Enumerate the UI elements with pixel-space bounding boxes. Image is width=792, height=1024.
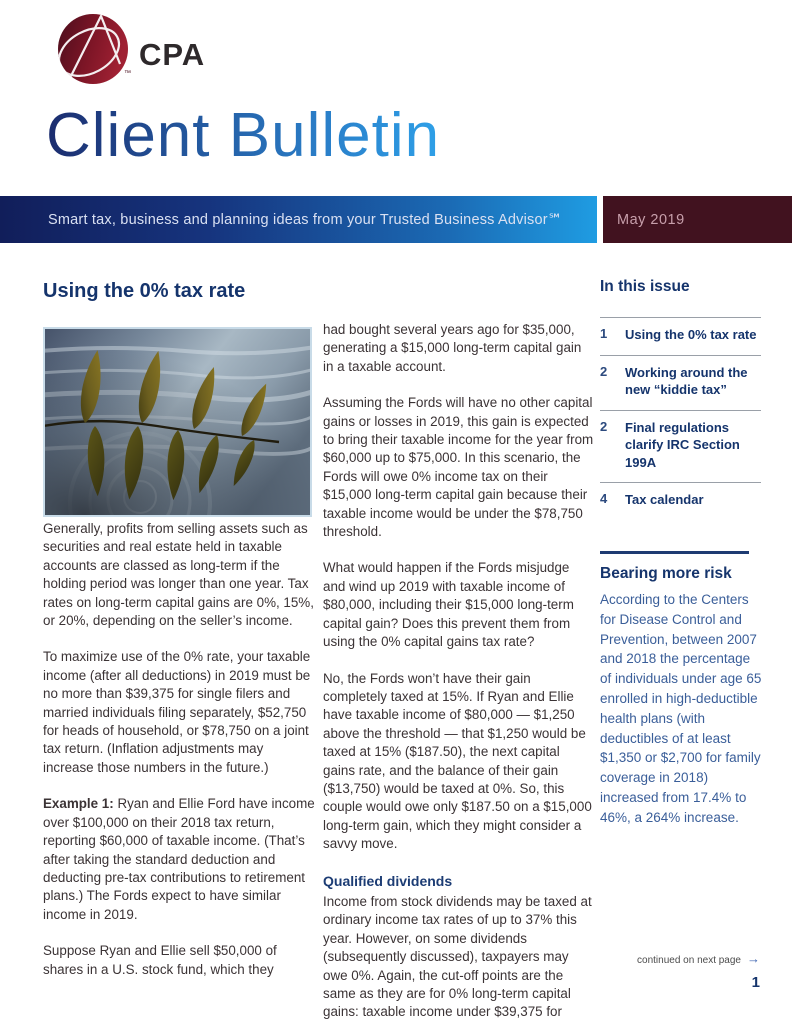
banner-date-bar: [603, 196, 792, 243]
banner-tagline-bar: [0, 196, 597, 243]
paragraph: Generally, profits from selling assets such as securities and real estate held in taxable accounts are classed as long-term if the holding period was longer than one year. Tax rates on long-term capital gains are 0%, 15%, or 20%, depending on the seller’s income.: [43, 521, 314, 629]
logo-text: CPA: [139, 37, 206, 72]
article-column-left: [43, 520, 315, 997]
paragraph: Assuming the Fords will have no other capital gains or losses in 2019, this gain is expected to bring their taxable income for the year from $60,000 up to $75,000. In this scenario, the Fords will owe 0% income tax on their $15,000 long-term capital gain because their taxable income would be under the $78,750 threshold.: [323, 395, 594, 540]
section-subheading: Qualified dividends: [323, 872, 453, 889]
example-text: Ryan and Ellie Ford have income over $100,000 on their 2018 tax return, reporting $60,000 of taxable income. (That’s after taking the standard deduction and deducting pre-tax contributions to retirement plans.) The Fords expect to have similar income in 2019.: [43, 796, 315, 922]
toc-item: [600, 482, 761, 520]
cpa-logo: [56, 12, 205, 86]
banner-tagline: Smart tax, business and planning ideas from your Trusted Business Advisor℠: [48, 211, 563, 228]
continued-note: [560, 951, 760, 966]
newsletter-title: Client Bulletin: [46, 101, 441, 170]
toc-label: Using the 0% tax rate: [625, 327, 757, 342]
logo-trademark: ™: [124, 69, 131, 77]
issue-date: May 2019: [617, 211, 685, 228]
paragraph: To maximize use of the 0% rate, your taxable income (after all deductions) in 2019 must be no more than $39,375 for single filers and married individuals filing separately, $52,750 for heads of household, or $78,750 on a joint tax return. (Inflation adjustments may increase those numbers in the future.): [43, 649, 311, 775]
risk-box-body: According to the Centers for Disease Control and Prevention, between 2007 and 2018 the percentage of individuals under age 65 enrolled in high-deductible health plans (with deductibles of at least $1,350 or $2,700 for family coverage in 2018) increased from 17.4% to 46%, a 264% increase.: [600, 592, 762, 825]
risk-box-title: Bearing more risk: [600, 565, 732, 582]
cpa-globe-icon: [56, 12, 130, 86]
toc-item: [600, 355, 761, 410]
in-this-issue-box: [600, 278, 761, 520]
paragraph: No, the Fords won’t have their gain completely taxed at 15%. If Ryan and Ellie have taxable income of $80,000 — $1,250 above the threshold — that $1,250 would be taxed at 15% ($187.50), the next capital gains rate, and the balance of their gain ($13,750) would be taxed at 0%. So, this couple would owe only $187.50 on a $15,000 long-term gain, which they might consider a savvy move.: [323, 670, 592, 852]
paragraph: What would happen if the Fords misjudge and wind up 2019 with taxable income of $80,000, including their $15,000 long-term capital gain? Does this prevent them from using the 0% capital gains tax rate?: [323, 560, 574, 650]
bearing-more-risk-box: [600, 551, 763, 828]
toc-label: Final regulations clarify IRC Section 199A: [625, 419, 740, 470]
toc-page-number: 1: [600, 326, 608, 341]
paragraph: had bought several years ago for $35,000, generating a $15,000 long-term capital gain in a taxable account.: [323, 322, 582, 374]
toc-item: [600, 317, 761, 355]
leaf-photo: [43, 327, 312, 517]
paragraph: Suppose Ryan and Ellie sell $50,000 of shares in a U.S. stock fund, which they: [43, 943, 277, 977]
example-label: Example 1:: [43, 796, 114, 812]
arrow-right-icon: →: [747, 951, 760, 966]
article-column-middle: [323, 321, 595, 1024]
continued-text: continued on next page: [637, 955, 741, 966]
toc-label: Tax calendar: [625, 492, 704, 507]
article-title: Using the 0% tax rate: [43, 280, 246, 302]
toc-title: In this issue: [600, 278, 690, 295]
toc-label: Working around the new “kiddie tax”: [625, 364, 748, 397]
paragraph-example: [43, 795, 315, 924]
toc-page-number: 2: [600, 418, 608, 434]
toc-page-number: 4: [600, 491, 608, 506]
masthead-banner: [0, 196, 792, 243]
toc-page-number: 2: [600, 363, 608, 379]
toc-item: [600, 410, 761, 483]
section-rule: [600, 551, 749, 554]
page-number: 1: [751, 974, 760, 991]
paragraph: Income from stock dividends may be taxed at ordinary income tax rates of up to 37% this year. However, on some dividends (subsequently discussed), taxpayers may owe 0%. Again, the cut-off points are the same as they are for 0% long-term capital gains: taxable income under $39,375 for: [323, 893, 592, 1020]
